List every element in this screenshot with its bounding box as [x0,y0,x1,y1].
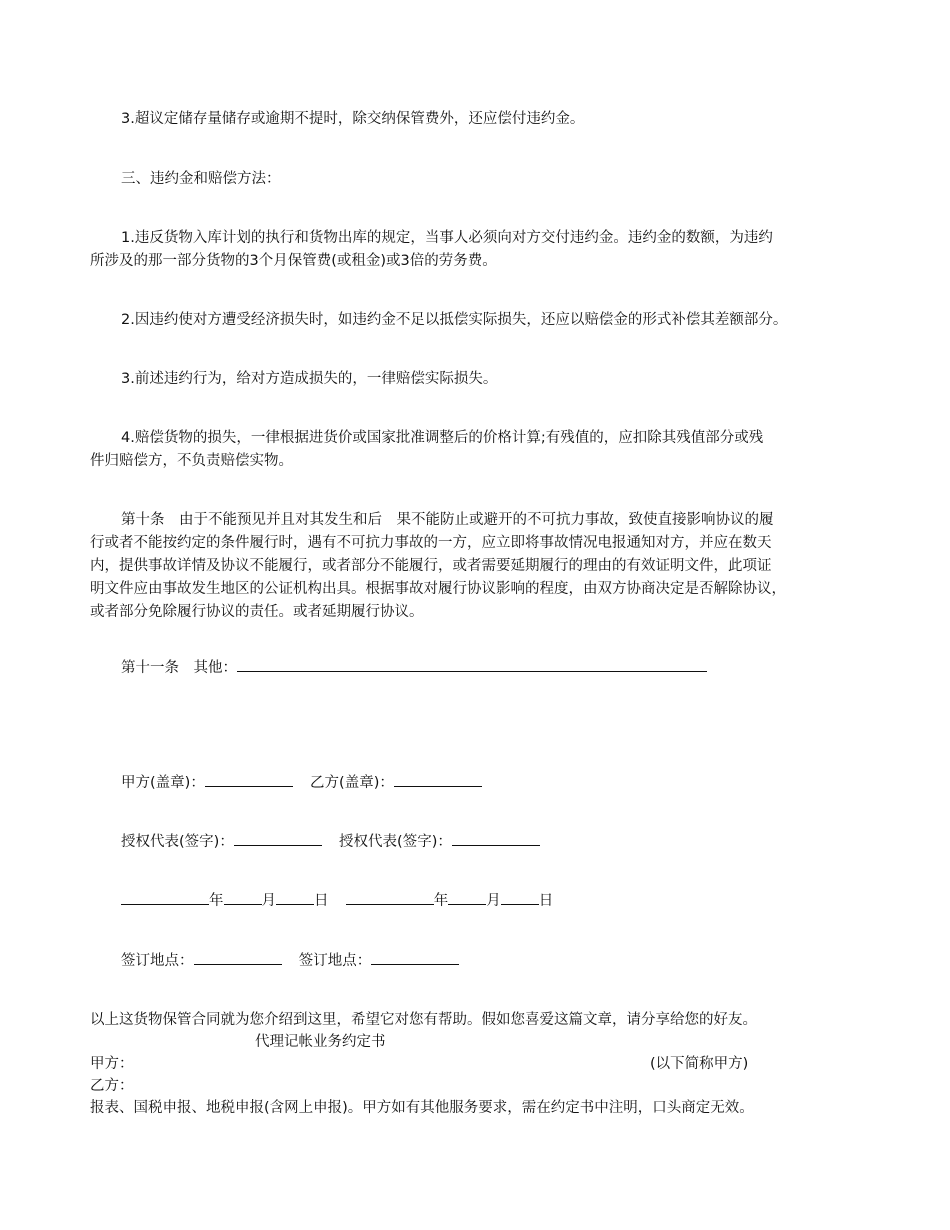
next-services-text: 报表、国税申报、地税申报(含网上申报)。甲方如有其他服务要求，需在约定书中注明，口头商定无效。 [90,1100,754,1116]
next-party-b: 乙方： [90,1078,134,1094]
signing-place-row [121,950,459,973]
month-a-label: 月 [261,893,276,909]
auth-rep-a-blank [234,831,322,846]
article-11-label: 第十一条 其他： [121,660,237,676]
month-b-label: 月 [486,893,501,909]
year-a-blank [121,890,209,905]
sign-place-b-label: 签订地点： [298,953,372,969]
article-10-line1: 第十条 由于不能预见并且对其发生和后 果不能防止或避开的不可抗力事故，致使直接影响协议的履 [121,512,774,528]
penalty-item-1-line2: 所涉及的那一部分货物的3个月保管费(或租金)或3倍的劳务费。 [90,253,497,269]
auth-rep-b-label: 授权代表(签字)： [339,834,452,850]
year-b-blank [346,890,434,905]
party-a-seal-blank [205,772,293,787]
party-b-seal-blank [394,772,482,787]
next-party-a: 甲方： [90,1056,134,1072]
article-10-line2: 行或者不能按约定的条件履行时，遇有不可抗力事故的一方，应立即将事故情况电报通知对方，并应在数天 [90,535,772,551]
sign-place-a-blank [194,950,282,965]
other-terms-blank [237,657,707,672]
next-party-a-abbr: (以下简称甲方) [650,1056,749,1072]
year-b-label: 年 [433,893,449,909]
article-10-line5: 或者部分免除履行协议的责任。或者延期履行协议。 [90,604,424,620]
auth-rep-b-blank [452,831,540,846]
day-a-blank [276,890,314,905]
party-b-seal-label: 乙方(盖章)： [310,775,394,791]
section-3-title: 三、违约金和赔偿方法： [121,171,281,187]
closing-text: 以上这货物保管合同就为您介绍到这里，希望它对您有帮助。假如您喜爱这篇文章，请分享给您的好友。 [90,1012,757,1028]
sign-place-a-label: 签订地点： [121,953,194,969]
next-document-title: 代理记帐业务约定书 [255,1034,386,1050]
article-11 [121,657,707,680]
penalty-item-2: 2.因违约使对方遭受经济损失时，如违约金不足以抵偿实际损失，还应以赔偿金的形式补偿其差额部分。 [121,312,788,328]
penalty-item-4-line2: 件归赔偿方，不负责赔偿实物。 [90,453,293,469]
sign-place-b-blank [371,950,459,965]
date-row [121,890,553,913]
penalty-item-3: 3.前述违约行为，给对方造成损失的，一律赔偿实际损失。 [121,371,498,387]
day-a-label: 日 [314,893,329,909]
month-a-blank [224,890,262,905]
party-a-seal-label: 甲方(盖章)： [121,775,205,791]
month-b-blank [448,890,486,905]
year-a-label: 年 [209,893,224,909]
article-10-line3: 内，提供事故详情及协议不能履行，或者部分不能履行，或者需要延期履行的理由的有效证明文件，此项证 [90,558,772,574]
representative-row [121,831,540,854]
clause-3-3: 3.超议定储存量储存或逾期不提时，除交纳保管费外，还应偿付违约金。 [121,111,585,127]
article-10-line4: 明文件应由事故发生地区的公证机构出具。根据事故对履行协议影响的程度，由双方协商决定是否解除协议， [90,581,786,597]
penalty-item-1-line1: 1.违反货物入库计划的执行和货物出库的规定，当事人必须向对方交付违约金。违约金的数额，为违约 [121,230,773,246]
day-b-blank [501,890,539,905]
day-b-label: 日 [538,893,554,909]
auth-rep-a-label: 授权代表(签字)： [121,834,234,850]
seal-row [121,772,482,795]
penalty-item-4-line1: 4.赔偿货物的损失，一律根据进货价或国家批准调整后的价格计算;有残值的，应扣除其残值部分或残 [121,430,764,446]
